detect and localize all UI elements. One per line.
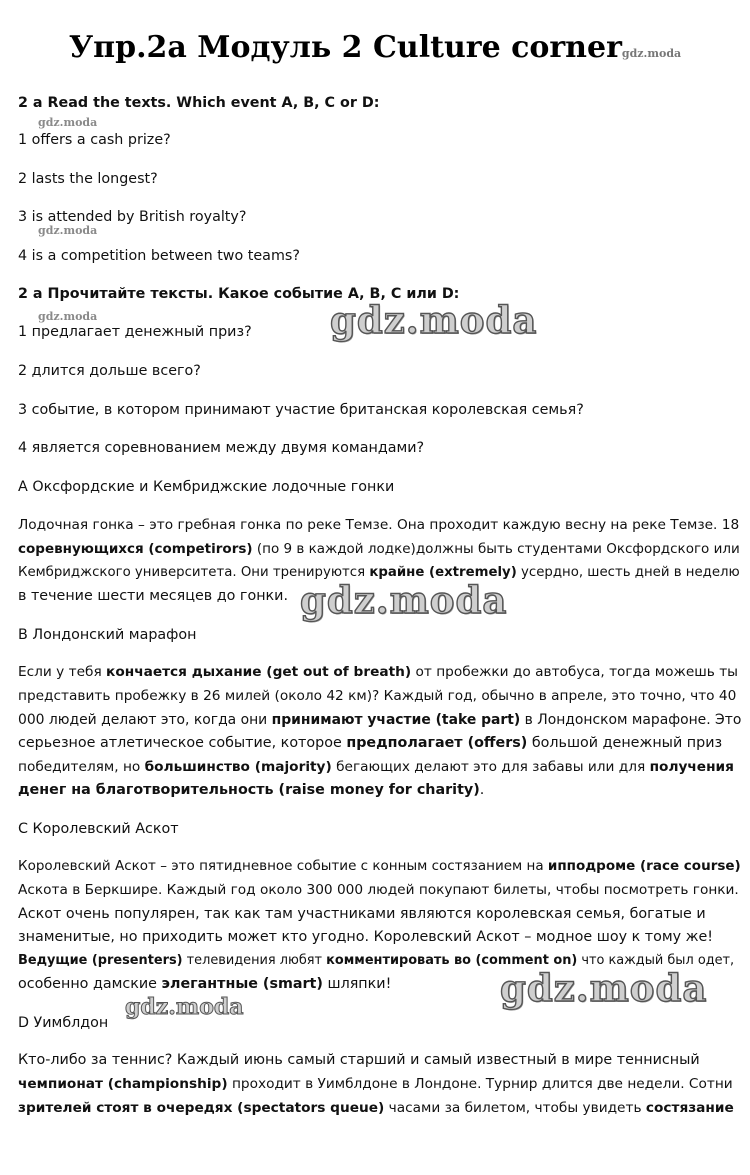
section-d-line-2: чемпионат (championship) проходит в Уимблдоне в Лондоне. Турнир длится две недели. Сотни (18, 1076, 733, 1092)
section-c-line-1: Королевский Аскот – это пятидневное событие с конным состязанием на ипподроме (race course) (18, 858, 741, 874)
section-c-line-3: Аскот очень популярен, так как там участниками являются королевская семья, богатые и (18, 906, 706, 922)
section-a-line-2: соревнующихся (competirors) (по 9 в каждой лодке)должны быть студентами Оксфордского или (18, 541, 740, 557)
section-b-line-3: 000 людей делают это, когда они принимают участие (take part) в Лондонском марафоне. Это (18, 712, 742, 728)
section-c-title: С Королевский Аскот (18, 821, 179, 837)
section-a-line-1: Лодочная гонка – это гребная гонка по реке Темзе. Она проходит каждую весну на реке Темзе. 18 (18, 517, 740, 533)
section-c-line-2: Аскота в Беркшире. Каждый год около 300 000 людей покупают билеты, чтобы посмотреть гонки. (18, 882, 739, 898)
section-c-line-5: Ведущие (presenters) телевидения любят комментировать во (comment on) что каждый был одет, (18, 953, 735, 968)
english-question-3: 3 is attended by British royalty? (18, 209, 247, 225)
section-a-title: А Оксфордские и Кембриджские лодочные гонки (18, 479, 395, 495)
section-b-line-5: победителям, но большинство (majority) бегающих делают это для забавы или для получения (18, 759, 734, 775)
russian-question-1: 1 предлагает денежный приз? (18, 324, 252, 340)
section-b-line-2: представить пробежку в 26 милей (около 42 км)? Каждый год, обычно в апреле, это точно, что 40 (18, 688, 737, 704)
watermark-small: gdz.moda (38, 310, 98, 323)
russian-heading: 2 а Прочитайте тексты. Какое событие A, B, C или D: (18, 286, 460, 302)
section-c-line-6: особенно дамские элегантные (smart) шляпки! (18, 976, 392, 992)
section-d-title: D Уимблдон (18, 1015, 109, 1031)
section-b-line-4: серьезное атлетическое событие, которое предполагает (offers) большой денежный приз (18, 735, 723, 751)
watermark-large: gdz.moda (300, 578, 508, 622)
page-title: Упр.2а Модуль 2 Culture cornergdz.moda (68, 30, 682, 65)
watermark-small: gdz.moda (38, 116, 98, 129)
english-heading: 2 a Read the texts. Which event A, B, C or D: (18, 95, 380, 111)
watermark-large: gdz.moda (500, 966, 708, 1010)
english-question-2: 2 lasts the longest? (18, 171, 158, 187)
watermark-medium: gdz.moda (125, 994, 244, 1020)
english-question-4: 4 is a competition between two teams? (18, 248, 300, 264)
watermark-large: gdz.moda (330, 298, 538, 342)
russian-question-3: 3 событие, в котором принимают участие британская королевская семья? (18, 402, 584, 418)
russian-question-4: 4 является соревнованием между двумя командами? (18, 440, 425, 456)
section-d-line-1: Кто-либо за теннис? Каждый июнь самый старший и самый известный в мире теннисный (18, 1052, 700, 1068)
section-b-title: В Лондонский марафон (18, 627, 197, 643)
section-a-line-3: Кембриджского университета. Они тренируются крайне (extremely) усердно, шесть дней в неделю (18, 565, 740, 580)
section-b-line-1: Если у тебя кончается дыхание (get out of breath) от пробежки до автобуса, тогда можешь ты (18, 664, 738, 680)
english-question-1: 1 offers a cash prize? (18, 132, 171, 148)
title-watermark: gdz.moda (621, 47, 682, 60)
section-d-line-3: зрителей стоят в очередях (spectators queue) часами за билетом, чтобы увидеть состязание (18, 1100, 734, 1116)
russian-question-2: 2 длится дольше всего? (18, 363, 201, 379)
section-a-line-4: в течение шести месяцев до гонки. (18, 588, 289, 604)
section-c-line-4: знаменитые, но приходить может кто угодно. Королевский Аскот – модное шоу к тому же! (18, 929, 714, 945)
watermark-small: gdz.moda (38, 224, 98, 237)
section-b-line-6: денег на благотворительность (raise money for charity). (18, 782, 485, 798)
